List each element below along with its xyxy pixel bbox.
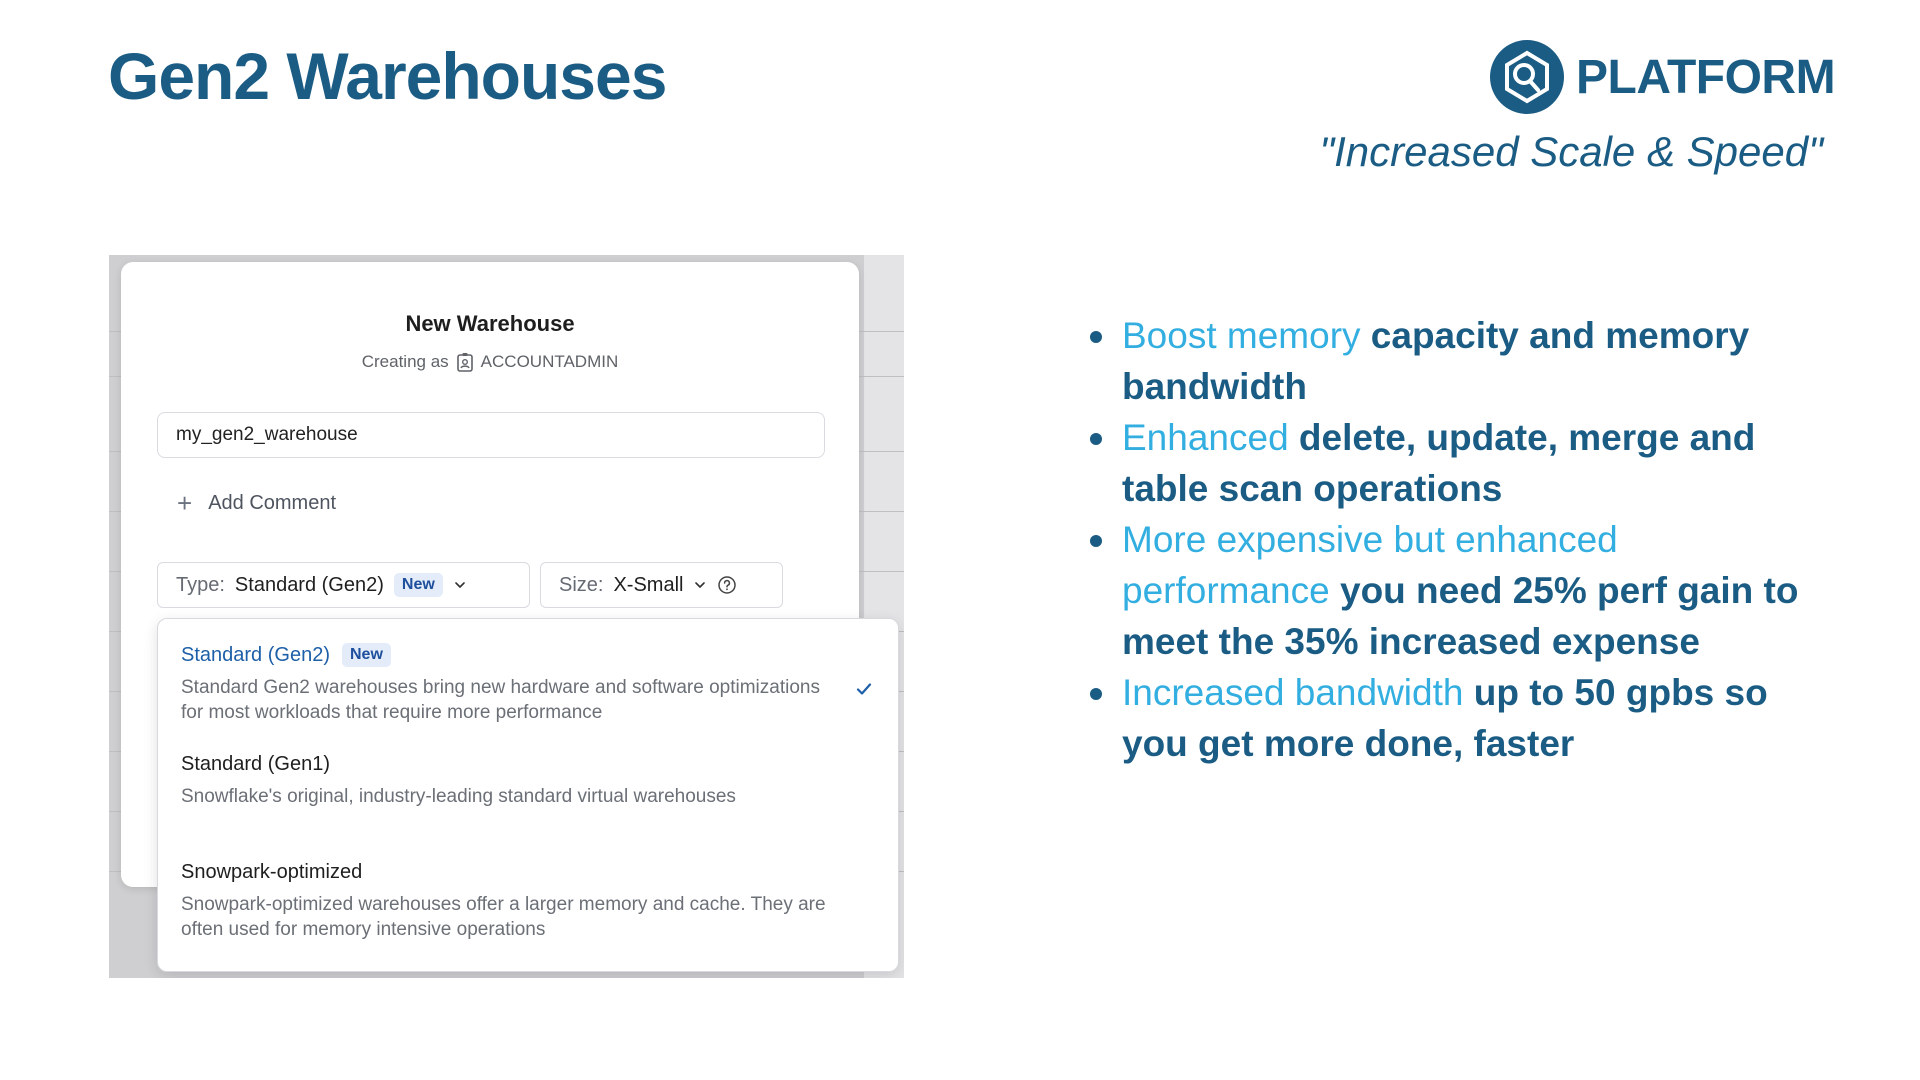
new-badge: New	[342, 643, 391, 667]
option-description: Snowpark-optimized warehouses offer a larger memory and cache. They are often used for memory intensive operations	[181, 894, 826, 940]
option-description: Snowflake's original, industry-leading standard virtual warehouses	[181, 786, 736, 807]
warehouse-screenshot	[109, 255, 904, 978]
option-title-text: Standard (Gen2)	[181, 643, 330, 666]
platform-logo-icon	[1490, 40, 1564, 114]
bullet-text: capacity and memory bandwidth	[1122, 315, 1750, 407]
role-badge-icon	[457, 352, 473, 372]
help-icon[interactable]	[717, 575, 737, 595]
slide-title: Gen2 Warehouses	[108, 39, 667, 113]
type-label: Type:	[176, 573, 225, 596]
platform-logo	[1490, 40, 1835, 114]
bullet-text: delete, update, merge and table scan operations	[1122, 417, 1756, 509]
warehouse-name-input[interactable]	[157, 412, 825, 458]
size-select[interactable]	[540, 562, 783, 608]
add-comment-label: Add Comment	[208, 491, 337, 514]
tagline: "Increased Scale & Speed"	[1319, 128, 1823, 175]
bullet-highlight: Enhanced	[1122, 417, 1289, 458]
bullet-item	[1090, 514, 1830, 667]
feature-bullets	[1090, 310, 1830, 769]
bullet-text: you need 25% perf gain to meet the 35% increased expense	[1122, 570, 1799, 662]
option-standard-gen2[interactable]	[181, 643, 838, 725]
checkmark-icon	[854, 679, 874, 699]
type-dropdown-menu	[157, 618, 899, 972]
plus-icon: +	[177, 488, 193, 518]
option-title: Snowpark-optimized	[181, 861, 363, 883]
option-description: Standard Gen2 warehouses bring new hardware and software optimizations for most workloads that require more performance	[181, 677, 820, 723]
size-value: X-Small	[613, 573, 684, 596]
bullet-item	[1090, 412, 1830, 514]
option-snowpark-optimized[interactable]	[181, 861, 838, 942]
chevron-down-icon	[693, 578, 707, 592]
role-name: ACCOUNTADMIN	[480, 352, 619, 371]
size-label: Size:	[559, 573, 604, 596]
option-title: Standard (Gen1)	[181, 753, 330, 775]
bullet-item	[1090, 310, 1830, 412]
option-standard-gen1[interactable]	[181, 753, 838, 809]
creating-as	[121, 352, 859, 372]
logo-text: PLATFORM	[1576, 50, 1836, 104]
bullet-highlight: Boost memory	[1122, 315, 1361, 356]
type-select[interactable]	[157, 562, 530, 608]
add-comment-button[interactable]	[177, 490, 336, 516]
bullet-highlight: Increased bandwidth	[1122, 672, 1464, 713]
bullet-text: up to 50 gpbs so you get more done, faster	[1122, 672, 1768, 764]
bullet-item	[1090, 667, 1830, 769]
chevron-down-icon	[453, 578, 467, 592]
type-value: Standard (Gen2)	[234, 573, 384, 596]
dialog-title: New Warehouse	[405, 311, 575, 336]
bullet-highlight: More expensive but enhanced performance	[1122, 519, 1618, 611]
option-title	[181, 643, 838, 667]
new-badge: New	[394, 573, 443, 597]
creating-as-label: Creating as	[361, 352, 449, 371]
